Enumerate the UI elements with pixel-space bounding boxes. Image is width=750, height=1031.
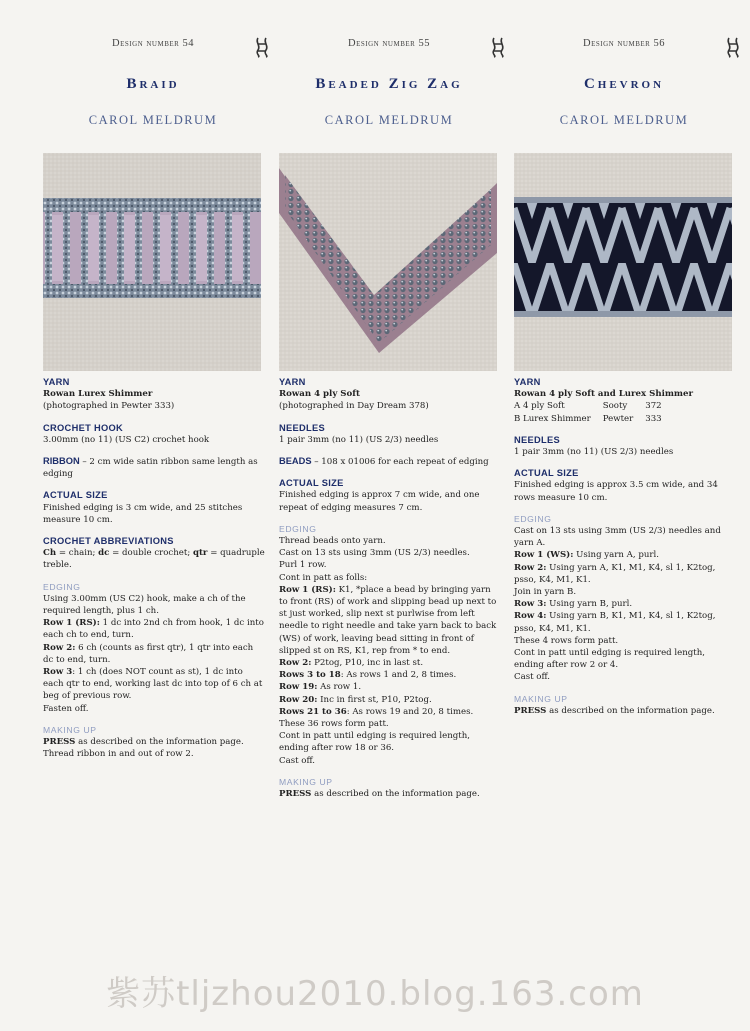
row-text: : 1 ch (does NOT count as st), 1 dc into each qtr to end, working last dc into top of 6 ch at beg of previous row.	[43, 667, 263, 702]
edging-step: Thread beads onto yarn.	[279, 536, 386, 547]
row-19	[279, 681, 501, 693]
yarn-name: Rowan 4 ply Soft and Lurex Shimmer	[514, 389, 694, 400]
yarn-heading: YARN	[279, 377, 306, 387]
abbr-dc-def: = double crochet;	[109, 548, 193, 559]
press-text: as described on the information page.	[546, 705, 715, 716]
ribbon-text: – 2 cm wide satin ribbon same length as edging	[43, 457, 258, 480]
row-label: Row 4:	[514, 611, 547, 622]
edging-step: These 36 rows form patt.	[279, 719, 389, 730]
edging-intro: Using 3.00mm (US C2) hook, make a ch of the required length, plus 1 ch.	[43, 593, 246, 617]
rows-3-18	[279, 669, 501, 681]
row-1	[279, 584, 501, 657]
row-text: Using yarn A, purl.	[573, 550, 659, 561]
press-label: PRESS	[43, 737, 76, 748]
row-label: Row 2:	[43, 642, 76, 653]
row-label: Rows 3 to 18	[279, 670, 341, 681]
row-text: Using yarn B, K1, M1, K4, sl 1, K2tog, psso, K4, M1, K1.	[514, 611, 716, 634]
author-name: CAROL MELDRUM	[324, 113, 454, 127]
row-text: Using yarn A, K1, M1, K4, sl 1, K2tog, psso, K4, M1, K1.	[514, 562, 716, 585]
needles-text: 1 pair 3mm (no 11) (US 2/3) needles	[514, 447, 674, 458]
ribbon-line	[43, 455, 265, 480]
watermark: 紫苏tljzhou2010.blog.163.com	[106, 974, 644, 1014]
needles-text: 1 pair 3mm (no 11) (US 2/3) needles	[279, 434, 439, 445]
row-3	[43, 666, 265, 703]
press-label: PRESS	[279, 789, 312, 800]
row-label: Rows 21 to 36	[279, 706, 347, 717]
yarn-note: (photographed in Pewter 333)	[43, 401, 175, 412]
press-text: as described on the information page.	[75, 737, 244, 748]
row-text: 1 dc into 2nd ch from hook, 1 dc into each ch to end, turn.	[43, 618, 264, 641]
author-name: CAROL MELDRUM	[559, 113, 689, 127]
edging-step: Cont in patt until edging is required length, ending after row 2 or 4.	[514, 648, 705, 671]
abbr-qtr: qtr	[192, 548, 208, 559]
row-label: Row 3:	[514, 599, 547, 610]
author-name: CAROL MELDRUM	[88, 113, 218, 127]
row-text: As row 1.	[317, 682, 362, 693]
edging-heading: EDGING	[279, 523, 317, 534]
making-up-heading: MAKING UP	[43, 724, 97, 735]
size-text: Finished edging is approx 7 cm wide, and one repeat of edging measures 7 cm.	[279, 490, 480, 513]
press-line	[514, 705, 736, 717]
yarn-heading: YARN	[514, 377, 541, 387]
knot-icon	[253, 36, 271, 58]
beads-line	[279, 455, 501, 468]
size-heading: ACTUAL SIZE	[43, 490, 108, 501]
abbr-ch: Ch	[43, 548, 57, 559]
design-title: Beaded Zig Zag	[315, 76, 463, 92]
yarn-shade: Pewter	[602, 413, 634, 424]
making-up-heading: MAKING UP	[279, 776, 333, 787]
press-line	[279, 788, 501, 800]
edging-heading: EDGING	[43, 581, 81, 592]
braid-photo	[43, 153, 261, 371]
hook-heading: CROCHET HOOK	[43, 422, 124, 433]
pattern-text	[43, 376, 265, 760]
row-text: 6 ch (counts as first qtr), 1 qtr into each dc to end, turn.	[43, 642, 254, 665]
row-2	[279, 657, 501, 669]
pattern-text	[279, 376, 501, 800]
row-label: Row 2:	[279, 658, 312, 669]
size-heading: ACTUAL SIZE	[514, 468, 579, 479]
making-up-heading: MAKING UP	[514, 693, 568, 704]
size-text: Finished edging is approx 3.5 cm wide, and 34 rows measure 10 cm.	[514, 480, 718, 503]
design-number: Design number 55	[348, 38, 430, 49]
row-label: Row 1 (RS):	[279, 584, 336, 595]
edging-step: Cont in patt until edging is required length, ending after row 18 or 36.	[279, 731, 470, 754]
yarn-a-row	[514, 400, 674, 412]
size-text: Finished edging is 3 cm wide, and 25 stitches measure 10 cm.	[43, 502, 243, 525]
row-text: Using yarn B, purl.	[546, 599, 633, 610]
row-text: Inc in first st, P10, P2tog.	[317, 694, 432, 705]
needles-heading: NEEDLES	[279, 422, 326, 433]
row-20	[279, 694, 501, 706]
row-text: K1, *place a bead by bringing yarn to front (RS) of work and slipping bead up next to st just worked, slip next st purlwise from left needle to right needle and take yarn back to back (WS) of work, leaving bead sitting in front of slipped st on RS, K1, rep from * to end.	[279, 584, 497, 656]
row-label: Row 1 (WS):	[514, 550, 574, 561]
abbreviations-heading: CROCHET ABBREVIATIONS	[43, 536, 174, 547]
rows-21-36	[279, 706, 501, 718]
yarn-heading: YARN	[43, 377, 70, 387]
pattern-text	[514, 376, 736, 717]
design-title: Chevron	[583, 76, 665, 92]
edging-step: Cast on 13 sts using 3mm (US 2/3) needles and yarn A.	[514, 526, 721, 549]
abbreviations-text	[43, 547, 265, 571]
knot-icon	[724, 36, 742, 58]
press-label: PRESS	[514, 705, 547, 716]
abbr-qtr-def: = quadruple treble.	[43, 548, 265, 571]
edging-step: Cast off.	[279, 755, 315, 766]
fasten-off: Fasten off.	[43, 703, 89, 714]
edging-heading: EDGING	[514, 513, 552, 524]
press-text: as described on the information page.	[311, 789, 480, 800]
yarn-name: Rowan Lurex Shimmer	[43, 389, 153, 400]
size-heading: ACTUAL SIZE	[279, 478, 344, 489]
knot-icon	[489, 36, 507, 58]
thread-ribbon: Thread ribbon in and out of row 2.	[43, 749, 194, 760]
row-label: Row 1 (RS):	[43, 618, 100, 629]
edging-step: These 4 rows form patt.	[514, 635, 619, 646]
abbr-dc: dc	[98, 548, 110, 559]
row-4	[514, 610, 736, 634]
row-2	[43, 642, 265, 666]
yarn-number: 372	[645, 401, 662, 412]
ribbon-label: RIBBON	[43, 456, 80, 467]
beads-text: – 108 x 01006 for each repeat of edging	[311, 457, 489, 468]
edging-step: Purl 1 row.	[279, 560, 327, 571]
design-number: Design number 54	[112, 38, 194, 49]
yarn-label: A 4 ply Soft	[514, 401, 565, 412]
row-2	[514, 562, 736, 586]
needles-heading: NEEDLES	[514, 434, 561, 445]
design-title: Braid	[126, 76, 180, 92]
row-text: : As rows 1 and 2, 8 times.	[340, 670, 457, 681]
design-number: Design number 56	[583, 38, 665, 49]
edging-step: Join in yarn B.	[514, 587, 577, 598]
edging-step: Cont in patt as folls:	[279, 572, 368, 583]
yarn-label: B Lurex Shimmer	[514, 413, 591, 424]
row-label: Row 20:	[279, 694, 318, 705]
row-1	[514, 549, 736, 561]
row-text: P2tog, P10, inc in last st.	[311, 658, 424, 669]
row-3	[514, 598, 736, 610]
abbr-ch-def: = chain;	[56, 548, 99, 559]
edging-step: Cast on 13 sts using 3mm (US 2/3) needles.	[279, 548, 470, 559]
yarn-number: 333	[645, 413, 662, 424]
beaded-zig-zag-photo	[279, 153, 497, 371]
yarn-b-row	[514, 413, 674, 425]
row-text: : As rows 19 and 20, 8 times.	[346, 706, 474, 717]
chevron-photo	[514, 153, 732, 371]
edging-step: Cast off.	[514, 672, 550, 683]
hook-text: 3.00mm (no 11) (US C2) crochet hook	[43, 434, 210, 445]
row-label: Row 19:	[279, 682, 318, 693]
yarn-table	[514, 400, 674, 424]
row-1	[43, 617, 265, 641]
press-line	[43, 736, 265, 748]
yarn-note: (photographed in Day Dream 378)	[279, 401, 429, 412]
row-label: Row 3	[43, 667, 73, 678]
row-label: Row 2:	[514, 562, 547, 573]
yarn-name: Rowan 4 ply Soft	[279, 389, 360, 400]
beads-label: BEADS	[279, 456, 312, 467]
yarn-shade: Sooty	[602, 401, 628, 412]
